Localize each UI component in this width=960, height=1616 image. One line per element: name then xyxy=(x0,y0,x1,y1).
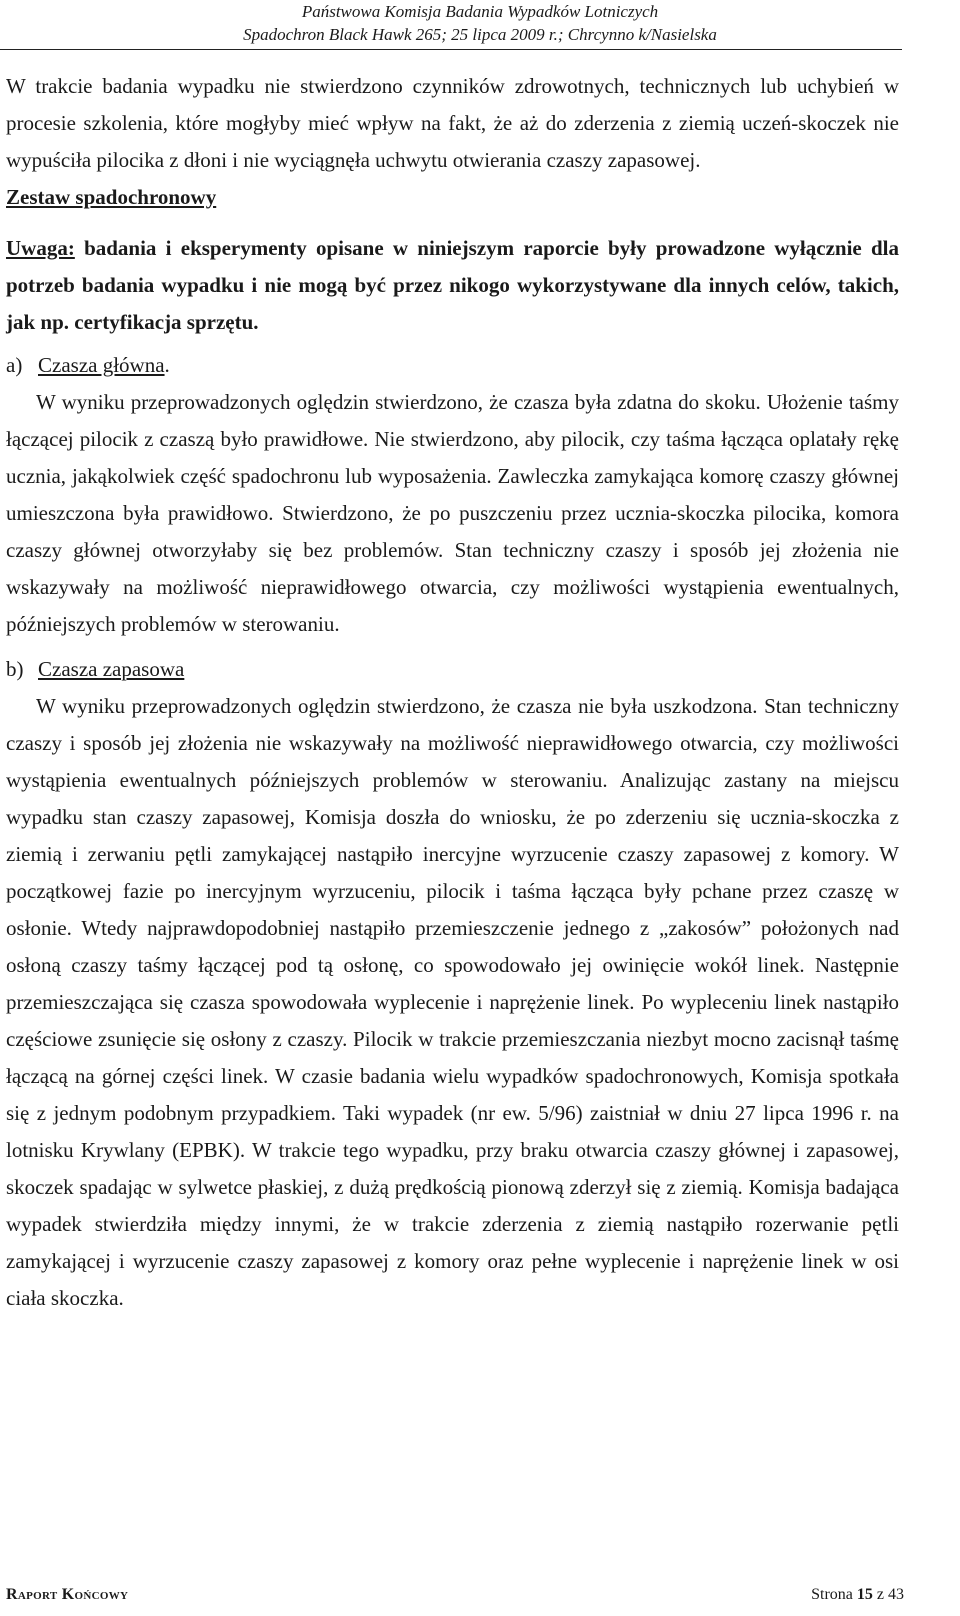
item-b-body: W wyniku przeprowadzonych oględzin stwierdzono, że czasza nie była uszkodzona. Stan techniczny czaszy i sposób jej złożenia nie wskazywały na możliwość nieprawidłowego otwarcia, czy możliwości wystąpienia ewentualnych późniejszych problemów w sterowaniu. Analizując zastany na miejscu wypadku stan czaszy zapasowej, Komisja doszła do wniosku, że po zderzeniu się ucznia-skoczka z ziemią i zerwaniu pętli zamykającej nastąpiło inercyjne wyrzucenie czaszy zapasowej z komory. W początkowej fazie po inercyjnym wyrzuceniu, pilocik i taśma łącząca były pchane przez czaszę w osłonie. Wtedy najprawdopodobniej nastąpiło przemieszczenie jednego z „zakosów” położonych nad osłoną czaszy taśmy łączącej pod tą osłonę, co spowodowało jej owinięcie wokół linek. Następnie przemieszczająca się czasza spowodowała wyplecenie i naprężenie linek. Po wypleceniu linek nastąpiło częściowe zsunięcie się osłony z czaszy. Pilocik w trakcie przemieszczania niezbyt mocno zacisnął taśmę łączącą na górnej części linek. W czasie badania wielu wypadków spadochronowych, Komisja spotkała się z jednym podobnym przypadkiem. Taki wypadek (nr ew. 5/96) zaistniał w dniu 27 lipca 1996 r. na lotnisku Krywlany (EPBK). W trakcie tego wypadku, przy braku otwarcia czaszy głównej i zapasowej, skoczek spadając w sylwetce płaskiej, z dużą prędkością pionową zderzył się z ziemią. Komisja badająca wypadek stwierdziła między innymi, że w trakcie zderzenia z ziemią nastąpiło rozerwanie pętli zamykającej i wyrzucenie czaszy zapasowej z komory oraz pełne wyplecenie i naprężenie linek w osi ciała skoczka. xyxy=(6,694,899,1310)
item-a-title: Czasza główna xyxy=(38,353,165,377)
page-current: 15 xyxy=(856,1586,873,1603)
notice-paragraph xyxy=(6,230,899,341)
item-a-period: . xyxy=(164,353,170,377)
page-middle: z xyxy=(872,1586,888,1603)
item-a-body: W wyniku przeprowadzonych oględzin stwierdzono, że czasza była zdatna do skoku. Ułożenie taśmy łączącej pilocik z czaszą było prawidłowe. Nie stwierdzono, aby pilocik, czy taśma łącząca oplatały rękę ucznia, jakąkolwiek część spadochronu lub wyposażenia. Zawleczka zamykająca komorę czaszy głównej umieszczona była prawidłowo. Stwierdzono, że po puszczeniu przez ucznia-skoczka pilocika, komora czaszy głównej otworzyłaby się bez problemów. Stan techniczny czaszy i sposób jej złożenia nie wskazywały na możliwość nieprawidłowego otwarcia, czy możliwości wystąpienia ewentualnych, późniejszych problemów w sterowaniu. xyxy=(6,390,899,636)
footer-report-title: Raport Końcowy xyxy=(6,1586,129,1603)
item-b-heading xyxy=(6,651,899,688)
header-case-title: Spadochron Black Hawk 265; 25 lipca 2009 r.; Chrcynno k/Nasielska xyxy=(243,25,717,44)
header-divider xyxy=(0,49,902,50)
page-prefix: Strona xyxy=(811,1586,857,1603)
page-total: 43 xyxy=(888,1586,904,1603)
intro-paragraph: W trakcie badania wypadku nie stwierdzono czynników zdrowotnych, technicznych lub uchybień w procesie szkolenia, które mogłyby mieć wpływ na fakt, że aż do zderzenia z ziemią uczeń-skoczek nie wypuściła pilocika z dłoni i nie wyciągnęła uchwytu otwierania czaszy zapasowej. xyxy=(6,74,899,172)
notice-text: badania i eksperymenty opisane w niniejszym raporcie były prowadzone wyłącznie dla potrzeb badania wypadku i nie mogą być przez nikogo wykorzystywane dla innych celów, takich, jak np. certyfikacja sprzętu. xyxy=(6,236,899,334)
item-b-marker: b) xyxy=(6,657,24,681)
page-header xyxy=(0,0,960,46)
document-body xyxy=(6,68,899,1317)
page-number xyxy=(811,1584,904,1606)
item-a-marker: a) xyxy=(6,353,23,377)
item-b-title: Czasza zapasowa xyxy=(38,657,185,681)
header-institution: Państwowa Komisja Badania Wypadków Lotniczych xyxy=(301,2,659,21)
notice-label: Uwaga: xyxy=(6,236,75,260)
section-title: Zestaw spadochronowy xyxy=(6,185,217,209)
item-a-heading xyxy=(6,347,899,384)
